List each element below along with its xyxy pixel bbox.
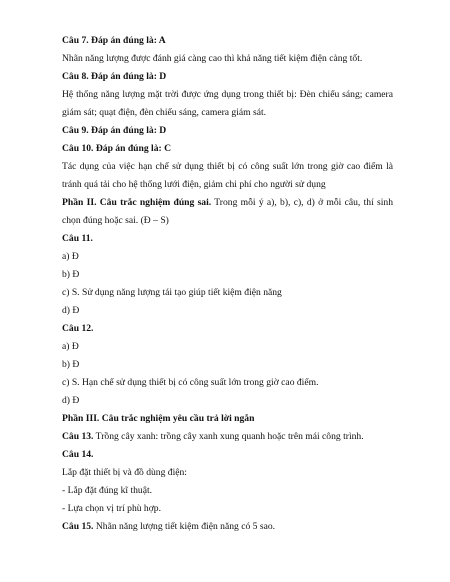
answer-item: a) Đ [62, 251, 79, 262]
question-answer: Câu 15. Nhãn năng lượng tiết kiệm điện năng có 5 sao. [62, 521, 276, 532]
answer-item: c) S. Sử dụng năng lượng tái tạo giúp tiết kiệm điện năng [62, 287, 282, 298]
answer-heading: Câu 9. Đáp án đúng là: D [62, 125, 167, 136]
answer-heading: Câu 10. Đáp án đúng là: C [62, 143, 172, 154]
answer-item: b) Đ [62, 269, 80, 280]
answer-item: d) Đ [62, 305, 80, 316]
answer-item: Lắp đặt thiết bị và đồ dùng điện: [62, 467, 187, 478]
explanation-text: Nhãn năng lượng được đánh giá càng cao thì khả năng tiết kiệm điện càng tốt. [62, 53, 363, 64]
explanation-text: Tác dụng của việc hạn chế sử dụng thiết bị có công suất lớn trong giờ cao điểm là tránh quá tải cho hệ thống lưới điện, giảm chi phí cho người sử dụng [62, 161, 393, 190]
question-answer: Câu 13. Trồng cây xanh: trồng cây xanh xung quanh hoặc trên mái công trình. [62, 431, 364, 442]
answer-item: - Lựa chọn vị trí phù hợp. [62, 503, 161, 514]
answer-item: b) Đ [62, 359, 80, 370]
question-heading: Câu 14. [62, 449, 94, 460]
section-heading: Phần III. Câu trắc nghiệm yêu cầu trả lời ngắn [62, 413, 255, 424]
answer-key-content [62, 32, 393, 536]
question-heading: Câu 12. [62, 323, 94, 334]
answer-item: a) Đ [62, 341, 79, 352]
answer-heading: Câu 8. Đáp án đúng là: D [62, 71, 167, 82]
answer-item: - Lắp đặt đúng kĩ thuật. [62, 485, 153, 496]
question-heading: Câu 11. [62, 233, 93, 244]
answer-item: c) S. Hạn chế sử dụng thiết bị có công suất lớn trong giờ cao điểm. [62, 377, 319, 388]
section-heading: Phần II. Câu trắc nghiệm đúng sai. Trong mỗi ý a), b), c), d) ở mỗi câu, thí sinh chọn đúng hoặc sai. (Đ – S) [62, 197, 393, 226]
answer-item: d) Đ [62, 395, 80, 406]
answer-heading: Câu 7. Đáp án đúng là: A [62, 35, 166, 46]
explanation-text: Hệ thống năng lượng mặt trời được ứng dụng trong thiết bị: Đèn chiếu sáng; camera giám sát; quạt điện, đèn chiếu sáng, camera giám sát. [62, 89, 393, 118]
